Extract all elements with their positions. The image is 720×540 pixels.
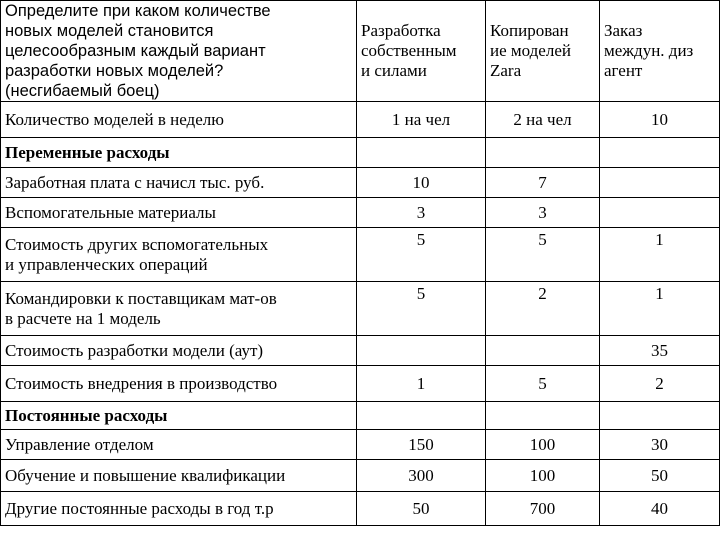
cell-value: 1	[600, 282, 720, 336]
cell-value: 150	[357, 430, 486, 460]
cell-value: 1	[600, 228, 720, 282]
column-header-line: Копирован	[490, 21, 569, 40]
row-label-line: Стоимость других вспомогательных	[5, 234, 269, 254]
table-row	[1, 492, 720, 526]
empty-cell	[486, 402, 600, 430]
empty-cell	[357, 402, 486, 430]
cell-value: 5	[486, 228, 600, 282]
row-label	[1, 282, 357, 336]
row-label	[1, 228, 357, 282]
empty-cell	[600, 138, 720, 168]
question-line: новых моделей становится	[5, 22, 214, 40]
column-header-intl-designer	[600, 1, 720, 102]
row-label: Другие постоянные расходы в год т.р	[1, 492, 357, 526]
cell-value: 40	[600, 492, 720, 526]
column-header-line: Zara	[490, 61, 522, 80]
question-line: (несгибаемый боец)	[5, 82, 160, 100]
cell-value: 1 на чел	[357, 102, 486, 138]
column-header-line: и силами	[361, 61, 427, 80]
column-header-own-development	[357, 1, 486, 102]
cell-value	[600, 198, 720, 228]
column-header-copying-zara	[486, 1, 600, 102]
table-row	[1, 102, 720, 138]
column-header-line: Заказ	[604, 21, 643, 40]
cell-value: 300	[357, 460, 486, 492]
question-cell	[1, 1, 357, 102]
empty-cell	[357, 138, 486, 168]
empty-cell	[600, 402, 720, 430]
header-row	[1, 1, 720, 102]
cell-value	[357, 336, 486, 366]
table-row	[1, 460, 720, 492]
row-label-line: и управленческих операций	[5, 254, 208, 274]
cell-value	[600, 168, 720, 198]
table-row	[1, 336, 720, 366]
cell-value	[486, 336, 600, 366]
section-header-row	[1, 138, 720, 168]
cell-value: 5	[357, 282, 486, 336]
table-row	[1, 228, 720, 282]
cell-value: 35	[600, 336, 720, 366]
section-header-row	[1, 402, 720, 430]
cell-value: 5	[357, 228, 486, 282]
cell-value: 7	[486, 168, 600, 198]
column-header-line: ие моделей	[490, 41, 571, 60]
cell-value: 10	[357, 168, 486, 198]
row-label-line: в расчете на 1 модель	[5, 308, 161, 328]
cell-value: 3	[357, 198, 486, 228]
question-line: целесообразным каждый вариант	[5, 42, 266, 60]
row-label: Стоимость разработки модели (аут)	[1, 336, 357, 366]
column-header-line: собственным	[361, 41, 457, 60]
question-line: Определите при каком количестве	[5, 2, 271, 20]
empty-cell	[486, 138, 600, 168]
row-label: Количество моделей в неделю	[1, 102, 357, 138]
cell-value: 5	[486, 366, 600, 402]
row-label: Управление отделом	[1, 430, 357, 460]
cell-value: 2	[486, 282, 600, 336]
row-label: Обучение и повышение квалификации	[1, 460, 357, 492]
cell-value: 50	[357, 492, 486, 526]
section-header-variable: Переменные расходы	[1, 138, 357, 168]
cell-value: 700	[486, 492, 600, 526]
column-header-line: междун. диз	[604, 41, 694, 60]
cell-value: 50	[600, 460, 720, 492]
row-label: Стоимость внедрения в производство	[1, 366, 357, 402]
table-row	[1, 168, 720, 198]
cell-value: 2	[600, 366, 720, 402]
cell-value: 1	[357, 366, 486, 402]
cell-value: 100	[486, 460, 600, 492]
row-label: Заработная плата с начисл тыс. руб.	[1, 168, 357, 198]
table-row	[1, 430, 720, 460]
table-row	[1, 282, 720, 336]
question-line: разработки новых моделей?	[5, 62, 224, 80]
row-label: Вспомогательные материалы	[1, 198, 357, 228]
table-row	[1, 366, 720, 402]
cell-value: 2 на чел	[486, 102, 600, 138]
table-row	[1, 198, 720, 228]
cell-value: 10	[600, 102, 720, 138]
column-header-line: Разработка	[361, 21, 441, 40]
column-header-line: агент	[604, 61, 643, 80]
cell-value: 3	[486, 198, 600, 228]
cell-value: 100	[486, 430, 600, 460]
row-label-line: Командировки к поставщикам мат-ов	[5, 288, 277, 308]
section-header-fixed: Постоянные расходы	[1, 402, 357, 430]
cell-value: 30	[600, 430, 720, 460]
